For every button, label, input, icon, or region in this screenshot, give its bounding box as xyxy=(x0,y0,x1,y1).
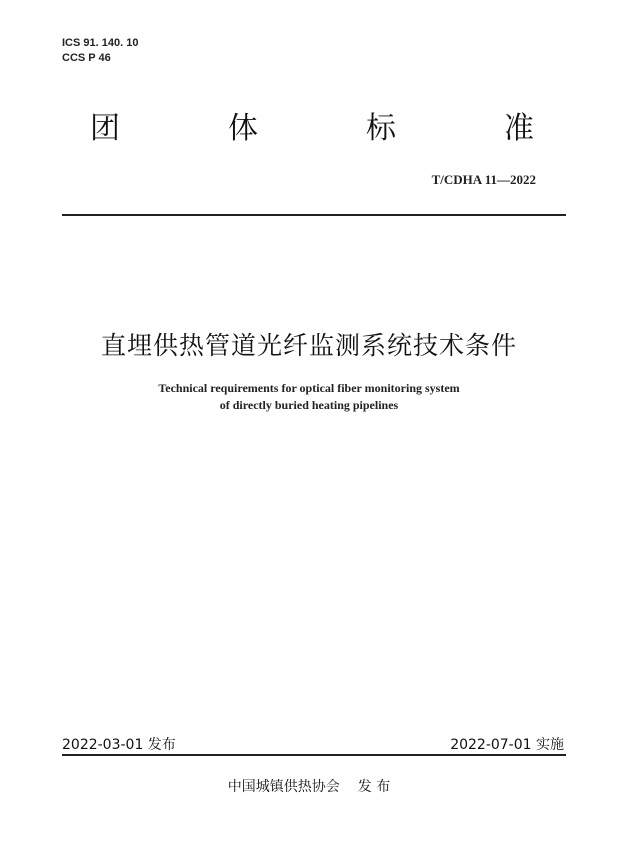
standard-code: T/CDHA 11—2022 xyxy=(431,172,536,187)
standard-type-char-1: 团 xyxy=(90,111,120,146)
standard-type-char-2: 体 xyxy=(228,111,258,146)
title-english xyxy=(0,380,618,414)
standard-type-char-4: 准 xyxy=(504,111,534,146)
title-english-line-1: Technical requirements for optical fiber monitoring system xyxy=(158,381,460,395)
implementation-date: 2022-07-01 实施 xyxy=(450,737,564,753)
publisher-name: 中国城镇供热协会 xyxy=(227,779,340,795)
standard-type-char-3: 标 xyxy=(366,111,396,146)
ccs-code: CCS P 46 xyxy=(62,52,111,64)
classification-codes xyxy=(62,36,138,66)
top-divider xyxy=(62,214,566,216)
title-chinese: 直埋供热管道光纤监测系统技术条件 xyxy=(100,331,517,360)
publisher-action: 发 布 xyxy=(357,779,391,795)
bottom-divider xyxy=(62,754,566,756)
publisher xyxy=(0,776,618,796)
issue-date: 2022-03-01 发布 xyxy=(62,737,176,753)
title-english-line-2: of directly buried heating pipelines xyxy=(219,398,399,412)
ics-code: ICS 91. 140. 10 xyxy=(62,37,139,49)
